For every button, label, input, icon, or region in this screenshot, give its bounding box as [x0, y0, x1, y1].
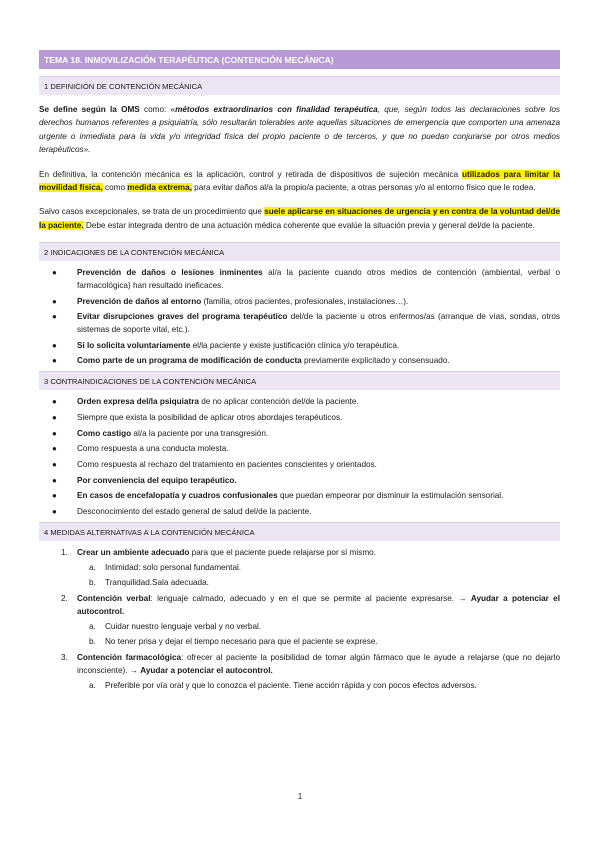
- list-item: [39, 340, 560, 353]
- list-item: [39, 396, 560, 409]
- sub-list: [77, 561, 560, 589]
- section-1-heading: 1 DEFINICIÓN DE CONTENCIÓN MECÁNICA: [39, 76, 560, 95]
- bullet-icon: ●: [52, 312, 57, 322]
- item-text: previamente explicitado y consensuado.: [301, 356, 450, 366]
- highlight-urgency: suele aplicarse en situaciones de urgencia y en contra de la voluntad del/de la paciente.: [39, 207, 560, 230]
- item-bold: Prevención de daños o lesiones inminentes: [77, 268, 263, 278]
- item-text: el/la paciente y existe justificación clínica y/o terapéutica.: [190, 340, 400, 350]
- summary-paragraph: [39, 168, 560, 195]
- list-item: [39, 428, 560, 441]
- sub-item-text: Intimidad: solo personal fundamental.: [105, 562, 242, 572]
- item-text: para que el paciente puede relajarse por sí mismo.: [189, 547, 376, 557]
- item-text: al/a la paciente por una transgresión.: [131, 428, 269, 438]
- definition-text: como: «: [139, 105, 176, 114]
- sub-item-letter: b.: [89, 577, 96, 587]
- item-text: de no aplicar contención del/de la paciente.: [198, 397, 359, 407]
- item-bold-tail: Ayudar a potenciar el autocontrol.: [140, 665, 273, 675]
- sub-list: [77, 620, 560, 648]
- item-number: 1.: [61, 547, 68, 557]
- document-page: [39, 50, 560, 695]
- list-item: [39, 355, 560, 368]
- section-2-heading: 2 INDICACIONES DE LA CONTENCIÓN MECÁNICA: [39, 242, 560, 261]
- sub-item-text: Preferible por vía oral y que lo conozca el paciente. Tiene acción rápida y con pocos efectos adversos.: [105, 680, 477, 690]
- sub-item-letter: a.: [89, 680, 96, 690]
- summary-text: En definitiva, la contención mecánica es la aplicación, control y retirada de dispositivos de sujeción mecánica: [39, 169, 462, 179]
- item-bold: Orden expresa del/la psiquiatra: [77, 397, 199, 407]
- item-bold: Contención farmacológica: [77, 652, 182, 662]
- list-item: [39, 490, 560, 503]
- item-text: : ofrecer al paciente la posibilidad de tomar algún fármaco que le ayude a relajarse (que no dejarlo inconsciente). →: [77, 652, 560, 675]
- list-item: [39, 459, 560, 472]
- sub-item-letter: b.: [89, 636, 96, 646]
- definition-paragraph: [39, 103, 560, 157]
- highlight-extreme-measure: medida extrema,: [127, 183, 192, 193]
- item-text: : lenguaje calmado, adecuado y en el que se permite al paciente expresarse. →: [150, 593, 471, 603]
- item-text: Desconocimiento del estado general de salud del/de la paciente.: [77, 507, 312, 517]
- item-bold: Contención verbal: [77, 593, 151, 603]
- item-bold: Por conveniencia del equipo terapéutico.: [77, 475, 237, 485]
- sub-item-letter: a.: [89, 562, 96, 572]
- sub-item-letter: a.: [89, 621, 96, 631]
- alternatives-list: [39, 546, 560, 692]
- list-item: [39, 412, 560, 425]
- item-text: Como respuesta a una conducta molesta.: [77, 444, 229, 454]
- bullet-icon: ●: [52, 459, 57, 469]
- list-item: [39, 592, 560, 648]
- sub-item: [77, 576, 560, 589]
- item-bold: Como castigo: [77, 428, 132, 438]
- bullet-icon: ●: [52, 507, 57, 517]
- section-4-heading: 4 MEDIDAS ALTERNATIVAS A LA CONTENCIÓN MECÁNICA: [39, 522, 560, 541]
- item-bold: Prevención de daños al entorno: [77, 296, 202, 306]
- definition-italic: , que, según todos las declaraciones sobre los derechos humanos referentes a psiquiatría, sólo resultarán tolerables ante aquellas situaciones de emergencia que comporten una amenaza urgente o inmediata para la vida y/o integridad física del propio paciente o de terceros, y que no puedan conjurarse por otros medios terapéuticos».: [39, 105, 560, 155]
- list-item: [39, 651, 560, 692]
- summary-text: para evitar daños al/a la propio/a paciente, a otras personas y/o al entorno físico que le rodea.: [191, 183, 536, 193]
- section-3-heading: 3 CONTRAINDICACIONES DE LA CONTENCIÓN MECÁNICA: [39, 371, 560, 390]
- item-bold: Si lo solicita voluntariamente: [77, 340, 191, 350]
- exception-paragraph: [39, 205, 560, 232]
- bullet-icon: ●: [52, 428, 57, 438]
- item-bold: Evitar disrupciones graves del programa terapéutico: [77, 312, 288, 322]
- sub-item: [77, 679, 560, 692]
- item-text: Como respuesta al rechazo del tratamiento en pacientes conscientes y orientados.: [77, 459, 377, 469]
- sub-item-text: Cuidar nuestro lenguaje verbal y no verbal.: [105, 621, 262, 631]
- contraindications-list: [39, 396, 560, 519]
- list-item: [39, 311, 560, 336]
- item-number: 2.: [61, 593, 68, 603]
- sub-list: [77, 679, 560, 692]
- list-item: [39, 506, 560, 519]
- indications-list: [39, 267, 560, 368]
- bullet-icon: ●: [52, 412, 57, 422]
- item-text: (familia, otros pacientes, profesionales, instalaciones…).: [201, 296, 409, 306]
- item-text: del/de la paciente u otros enfermos/as (arranque de vías, sondas, otros sistemas de soporte vital, etc.).: [77, 312, 560, 335]
- item-text: Siempre que exista la posibilidad de aplicar otros abordajes terapéuticos.: [77, 412, 343, 422]
- sub-item-text: Tranquilidad.Sala adecuada.: [105, 577, 209, 587]
- sub-item: [77, 561, 560, 574]
- list-item: [39, 475, 560, 488]
- bullet-icon: ●: [52, 491, 57, 501]
- item-number: 3.: [61, 652, 68, 662]
- bullet-icon: ●: [52, 444, 57, 454]
- exception-text: Debe estar integrada dentro de una actuación médica coherente que evalúe la situación previa y general del/de la paciente.: [83, 220, 535, 230]
- bullet-icon: ●: [52, 397, 57, 407]
- list-item: [39, 443, 560, 456]
- item-text: que puedan empeorar por disminuir la estimulación sensorial.: [277, 491, 504, 501]
- item-bold-tail: Ayudar a potenciar el autocontrol.: [77, 593, 560, 616]
- item-text: al/a la paciente cuando otros medios de contención (ambiental, verbal o farmacológica) han resultado ineficaces.: [77, 268, 560, 290]
- bullet-icon: ●: [52, 296, 57, 306]
- item-bold: En casos de encefalopatía y cuadros confusionales: [77, 491, 278, 501]
- sub-item: [77, 635, 560, 648]
- item-bold: Como parte de un programa de modificación de conducta: [77, 356, 302, 366]
- sub-item: [77, 620, 560, 633]
- definition-bold-italic: métodos extraordinarios con finalidad terapéutica: [175, 105, 378, 114]
- topic-title: TEMA 18. INMOVILIZACIÓN TERAPÉUTICA (CONTENCIÓN MECÁNICA): [39, 50, 560, 69]
- highlight-limit-movement: utilizados para limitar la movilidad física,: [39, 169, 561, 193]
- sub-item-text: No tener prisa y dejar el tiempo necesario para que el paciente se exprese.: [105, 636, 378, 646]
- bullet-icon: ●: [52, 356, 57, 366]
- page-number: 1: [297, 792, 303, 801]
- list-item: [39, 267, 560, 292]
- oms-bold: Se define según la OMS: [39, 105, 140, 114]
- bullet-icon: ●: [52, 475, 57, 485]
- item-bold: Crear un ambiente adecuado: [77, 547, 190, 557]
- summary-text: como: [102, 183, 128, 193]
- bullet-icon: ●: [52, 268, 57, 278]
- exception-text: Salvo casos excepcionales, se trata de un procedimiento que: [39, 207, 265, 217]
- bullet-icon: ●: [52, 340, 57, 350]
- list-item: [39, 296, 560, 309]
- list-item: [39, 546, 560, 589]
